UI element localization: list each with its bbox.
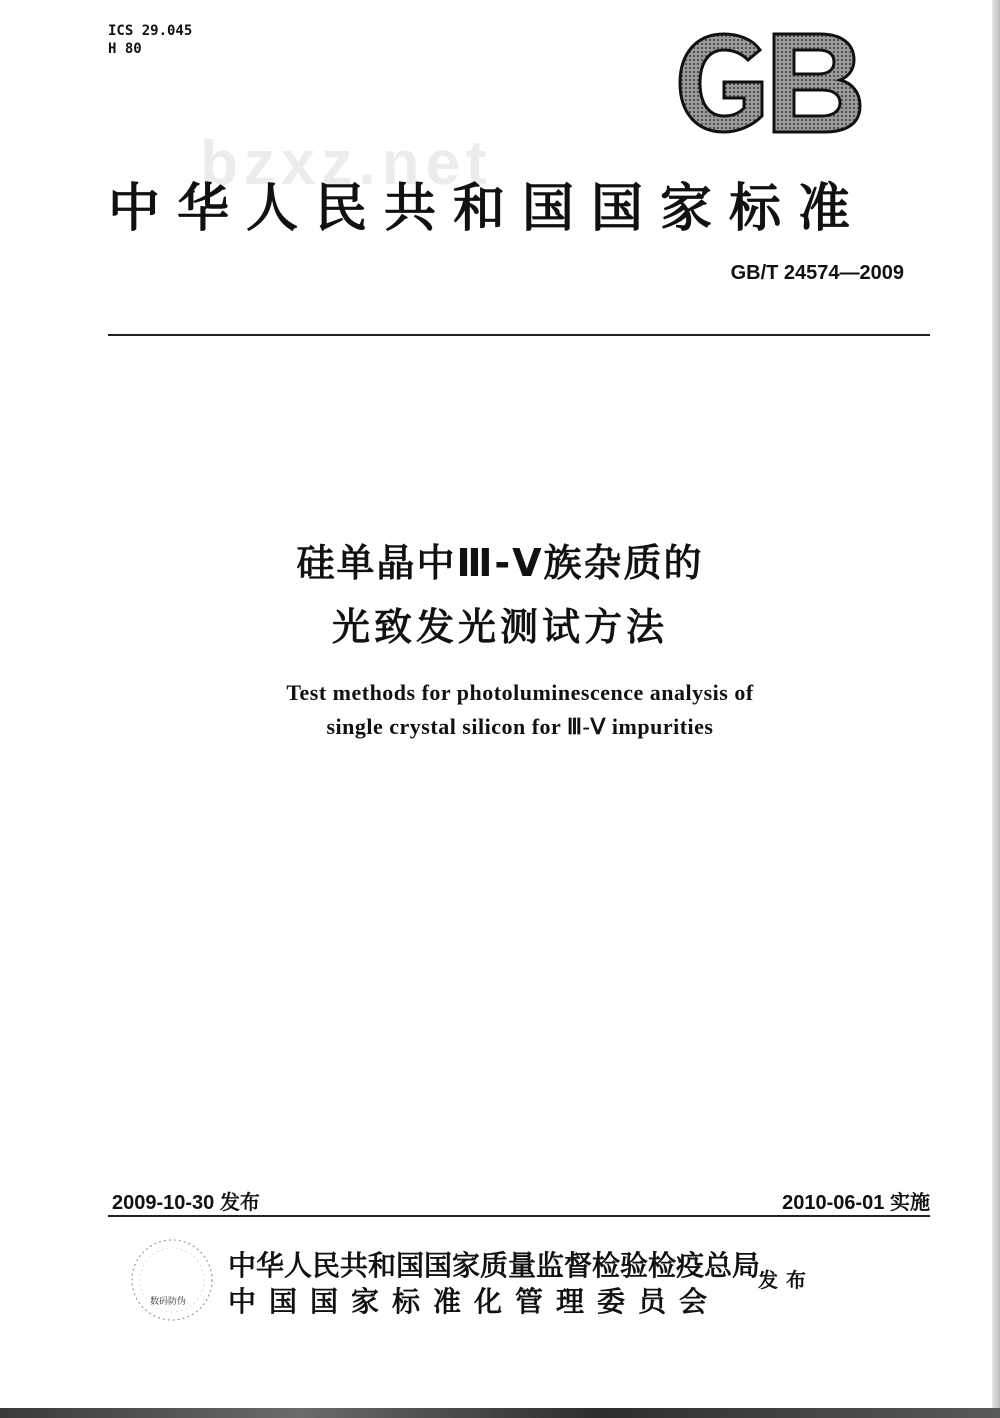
- header-divider: [108, 334, 930, 336]
- issue-date: 2009-10-30 发布: [112, 1192, 260, 1214]
- watermark: bzxz.net: [200, 129, 493, 198]
- logo-letter-g: [680, 34, 762, 132]
- h-code: H 80: [108, 41, 142, 57]
- anti-counterfeit-seal: [128, 1236, 216, 1324]
- english-title-line-2: single crystal silicon for Ⅲ-Ⅴ impurities: [326, 714, 714, 739]
- classification-codes: [108, 22, 192, 58]
- footer-divider: [108, 1215, 930, 1217]
- logo-letter-b: [774, 34, 860, 132]
- english-title-line-1: Test methods for photoluminescence analysis of: [286, 680, 754, 705]
- publisher-line-1: 中华人民共和国国家质量监督检验检疫总局: [228, 1249, 761, 1282]
- gb-logo: [672, 30, 864, 136]
- standard-number: GB/T 24574—2009: [730, 262, 904, 284]
- publish-label: 发布: [758, 1268, 814, 1292]
- chinese-title-line-1: 硅单晶中Ⅲ-Ⅴ族杂质的: [296, 541, 704, 585]
- national-standard-title: 中华人民共和国国家标准: [108, 178, 868, 239]
- ics-code: ICS 29.045: [108, 23, 193, 39]
- page-edge-bottom: [0, 1408, 1000, 1418]
- implementation-date: 2010-06-01 实施: [782, 1192, 930, 1214]
- publisher-line-2: 中国国家标准化管理委员会: [228, 1285, 721, 1318]
- seal-text: 数码防伪: [150, 1297, 187, 1307]
- page-edge-right: [992, 0, 1000, 1418]
- chinese-title-line-2: 光致发光测试方法: [331, 605, 668, 649]
